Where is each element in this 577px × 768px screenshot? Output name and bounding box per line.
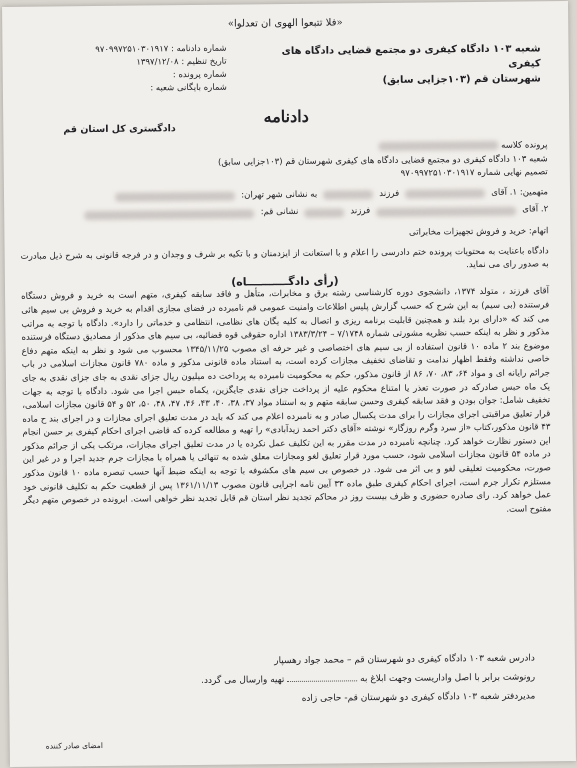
file-no-row: شماره پرونده : [172, 69, 227, 81]
court-header [270, 41, 540, 89]
page-title: دادنامه [263, 106, 309, 127]
document-body [19, 139, 551, 522]
redacted-block [85, 209, 255, 220]
redacted-block [376, 206, 516, 216]
court-city: شهرستان قم (۱۰۳جزایی سابق) [382, 73, 541, 87]
accused-2-line: ۲. آقای فرزند نشانی قم: [20, 204, 548, 223]
verdict-heading: (رأی دادگـــــــــــاه) [231, 274, 339, 289]
signatures [55, 649, 536, 711]
verdict-date: ۱۳۹۷/۱۲/۰۸ [136, 57, 179, 68]
court-branch: شعبه ۱۰۳ دادگاه کیفری دو مجتمع قضایی دادگاه های کیفری [281, 43, 541, 70]
bismillah-line: «فلا تتبعوا الهوی ان تعدلوا» [227, 17, 343, 30]
verdict-document [2, 1, 576, 767]
redacted-block [378, 141, 498, 151]
intro-paragraph: دادگاه باعنایت به محتویات پرونده ختم دادرسی را اعلام و با استعانت از ایزدمنان و با تکیه بر شرف و وجدان و در فرجه قانونی به شرح ذیل مبادرت به صدور رای می نماید. [20, 245, 549, 271]
redacted-block [115, 192, 235, 202]
verdict-text: آقای فرزند ، متولد ۱۳۷۴، دانشجوی دوره کارشناسی رشته برق و مخابرات، متأهل و فاقد سابقه کیفری، متهم است به خرید و فروش دستگاه فرستنده (بی سیم) به این شرح که حسب گزارش پلیس اطلاعات وامنیت عمومی قم نامبرده در فضای مجازی اقدام به خرید و فروش بی سیم هائی می کند که «دارای برد بلند و همچنین قابلیت برنامه ریزی و اتصال به کلیه یگان های نظامی، انتظامی و خدماتی را دارد». دادگاه با توجه به مراتب مذکور و نظر به اینکه حسب نظریه مشورتی شماره ۷/۱۷۴۸ – ۱۳۸۳/۳/۲۴ اداره حقوقی قوه قضائیه، بی سیم های مذکور از مصادیق دستگاه فرستنده موضوع بند ۲ ماده ۱۰ قانون استفاده از بی سیم های اختصاصی و غیر حرفه ای مصوب ۱۳۴۵/۱۱/۲۵ محسوب می شود و نظر به اینکه متهم دفاع خاصی نداشته وفقط اظهار ندامت و تقاضای تخفیف مجازات کرده است، به استناد ماده قانونی مذکور و ماده ۷۸۰ قانون مجازات اسلامی در باب جرائم رایانه ای و مواد ۶۴، ۸۳، ۷۰، ۸۶ از قانون مذکور، حکم به محکومیت نامبرده به پرداخت ده میلیون ریال جزای نقدی به جای جزای نقدی به جای یک ماه حبس صادرکه در صورت تعذر یا امتناع محکوم علیه از پرداخت جزای نقدی جایگزین، یکماه حبس اجرا می شود. دادگاه با توجه به جهات تخفیف شامل: جوان بودن و فقد سابقه کیفری وحسن سابقه متهم و به استناد مواد ۳۷، ۳۸، ۴۰، ۴۳، ۴۶، ۴۷، ۴۸، ۵۰، ۵۲ و ۵۴ قانون مجازات اسلامی، قرار تعلیق مراقبتی اجرای مجازات را برای مدت یکسال صادر و به نامبرده اعلام می کند که باید در مدت تعلیق اجرای مجازات و در اجرای بند ح ماده ۴۳ قانون مذکور،کتاب «از سرد وگرم روزگار» نوشته «آقای دکتر احمد زیدآبادی» را تهیه و مطالعه کرده که قاضی اجرای احکام کیفری بر حسن انجام این دستور نظارت خواهد کرد. چنانچه نامبرده در مدت مقرر به این تکلیف عمل نکرده یا در مدت تعلیق اجرای مجازات، مرتکب یکی از جرائم مذکور در ماده ۵۴ قانون مجازات اسلامی شود، حسب مورد قرار تعلیق لغو ومجازات معلق شده به تنهائی یا همراه با مجازات جرم جدید اجرا و در غیر این صورت، محکومیت تعلیقی لغو و بی اثر می شود. در خصوص بی سیم های مکشوفه با توجه به اینکه ضبط آنها حسب تبصره ماده ۱۰ قانون مذکور مستلزم تکرار جرم است، اجرای احکام کیفری طبق ماده ۳۳ آیین نامه اجرایی قانون مصوب ۱۳۶۱/۱۱/۱۳ پس از قطعیت حکم به تکلیف قانونی خود عمل خواهد کرد. رای صادره حضوری و ظرف بیست روز در محاکم تجدید نظر استان قم قابل تجدید نظر خواهی است. ابرونده در خصوص متهم دیگر مفتوح است. [21, 286, 552, 515]
issuer-stamp: امضای صادر کننده [45, 740, 103, 751]
branch-line: شعبه ۱۰۳ دادگاه کیفری دو مجتمع قضایی دادگاه های کیفری شهرستان قم (۱۰۳جزایی سابق) [217, 153, 548, 168]
accused-1-line: متهمین: ۱. آقای فرزند به نشانی شهر تهران: [20, 186, 548, 205]
copy-line: رونوشت برابر با اصل واداریست وجهت ابلاغ به تهیه وارسال می گردد. [201, 672, 536, 686]
judge-line: دادرس شعبه ۱۰۳ دادگاه کیفری دو شهرستان قم – محمد جواد رهسپار [274, 653, 535, 667]
date-row: تاریخ تنظیم : ۱۳۹۷/۱۲/۰۸ [136, 56, 227, 68]
clerk-line: مدیردفتر شعبه ۱۰۳ دادگاه کیفری دو شهرستان قم- حاجی زاده [301, 691, 536, 704]
verdict-no: ۹۷۰۹۹۷۲۵۱۰۳۰۱۹۱۷ [95, 44, 169, 56]
file-line: پرونده کلاسه [19, 139, 547, 158]
archive-row: شماره بایگانی شعبه : [150, 82, 227, 94]
decision-line: تصمیم نهایی شماره ۹۷۰۹۹۷۲۵۱۰۳۰۱۹۱۷ [400, 167, 548, 180]
redacted-block [405, 189, 485, 199]
file-info [26, 43, 227, 97]
court-name: دادگستری کل استان قم [63, 123, 176, 136]
redacted-block [304, 208, 344, 217]
verdict-no-row: شماره دادنامه : ۹۷۰۹۹۷۲۵۱۰۳۰۱۹۱۷ [95, 43, 227, 56]
redacted-block [323, 190, 373, 200]
charge-line: اتهام: خرید و فروش تجهیزات مخابراتی [408, 226, 549, 238]
